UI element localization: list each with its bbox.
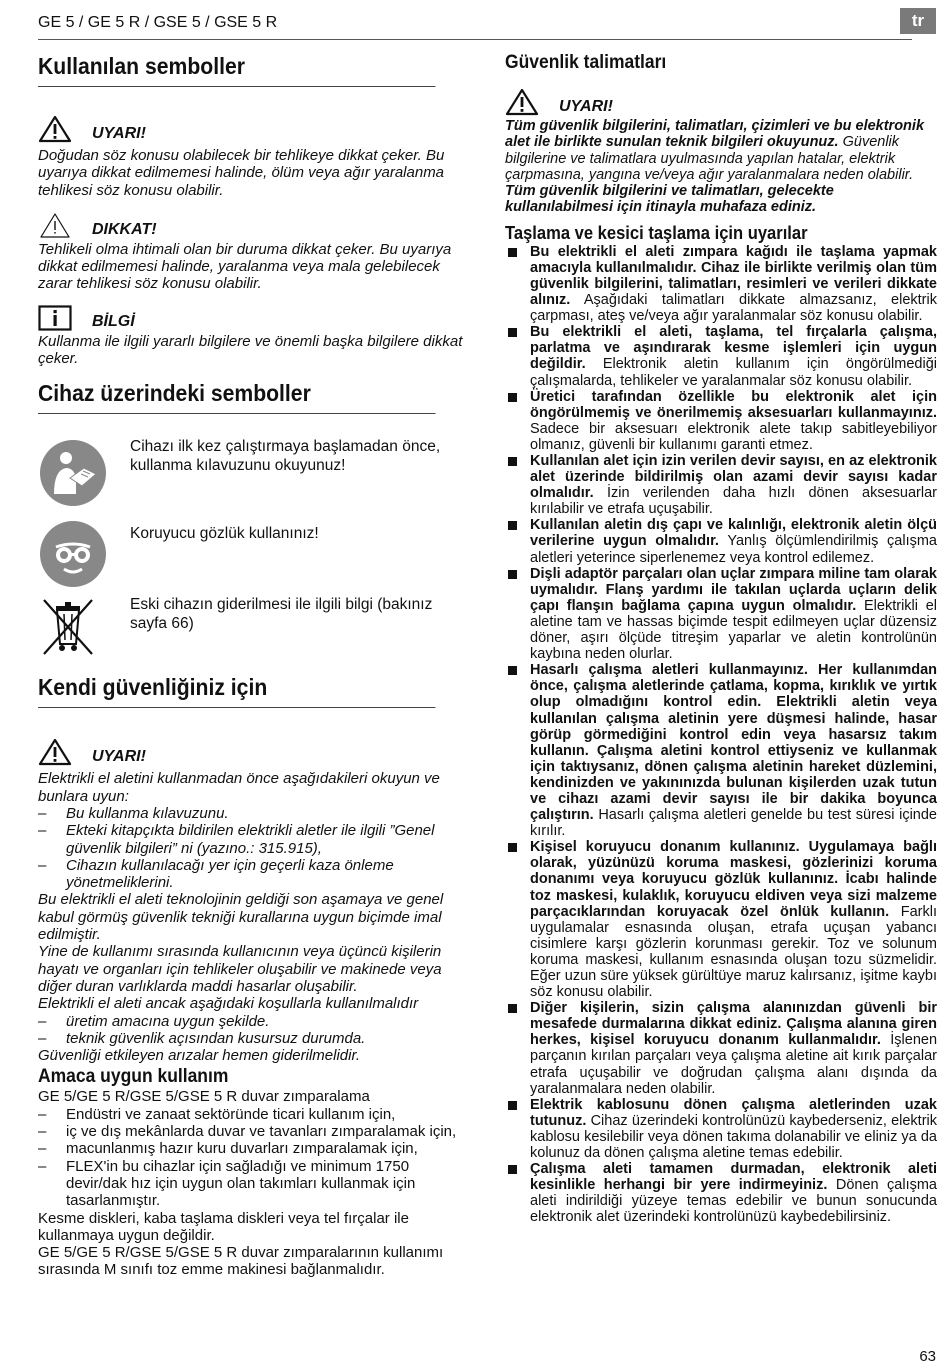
read-manual-icon bbox=[38, 438, 108, 508]
right-warning-text: Tüm güvenlik bilgilerini, talimatları, çizimleri ve bu elektronik alet ile birlikte sunulan teknik bilgileri okuyunuz. Güvenlik bilgilerine ve talimatlara uyulmasında yapılan hatalar, elektrik çarpmasına, yangına ve/veya ağır yaralanmalara neden olabilir. Tüm güvenlik bilgilerini ve talimatları, gelecekte kullanılabilmesi için itinayla muhafaza ediniz. bbox=[505, 118, 925, 216]
condition-list-item: – üretim amacına uygun şekilde. bbox=[38, 1012, 270, 1030]
info-box-icon bbox=[38, 305, 72, 331]
safety-list-item: – Cihazın kullanılacağı yer için geçerli kaza önleme yönetmeliklerini. bbox=[38, 856, 394, 892]
usage-list-item: – iç ve dış mekânlarda duvar ve tavanları zımparalamak için, bbox=[38, 1123, 457, 1141]
safety-goggles-icon bbox=[38, 519, 108, 589]
info-text: Kullanma ile ilgili yararlı bilgilere ve önemli başka bilgilere dikkat çeker. bbox=[38, 332, 463, 368]
warning-bullet-item: Dişli adaptör parçaları olan uçlar zımpara miline tam olarak uymalıdır. Flanş yardımı ile takılan uçlarda uçların delik çapı flanşın bağlama çapına uygun olmalıdır. Elektrikli el aletine tam ve hassas biçimde tespit edilmeyen uçlar düzensiz döner, aşırı ölçüde titreşim yaparlar ve aletin kontrolünün kaybına neden olurlar. bbox=[505, 566, 937, 663]
page-number: 63 bbox=[919, 1348, 936, 1365]
caution-triangle-icon bbox=[38, 211, 72, 239]
symbol-read-manual bbox=[38, 438, 470, 513]
right-column bbox=[505, 52, 937, 1226]
bullet-square-icon bbox=[508, 1165, 517, 1174]
safety-paragraph: Bu elektrikli el aleti teknolojinin geldiği son aşamaya ve genel kabul görmüş güvenlik tekniği kurallarına uygun biçimde imal edilmiştir. bbox=[38, 891, 444, 944]
condition-list-item: – teknik güvenlik açısından kusursuz durumda. bbox=[38, 1029, 366, 1047]
bullet-square-icon bbox=[508, 843, 517, 852]
bullet-square-icon bbox=[508, 570, 517, 579]
intended-use-title: Amaca uygun kullanım bbox=[38, 1066, 229, 1088]
crossed-bin-icon bbox=[38, 596, 98, 658]
warning-label: UYARI! bbox=[92, 125, 146, 142]
right-warning-signal bbox=[505, 88, 937, 116]
warning-bullet-item: Üretici tarafından özellikle bu elektronik alet için öngörülmemiş ve önerilmemiş aksesuarları kullanmayınız. Sadece bir aksesuarı elektronik alete takıp sabitleyebiliyor olmanız, güvenli bir kullanımı garanti etmez. bbox=[505, 389, 937, 453]
safety-warning-label: UYARI! bbox=[92, 748, 146, 766]
warning-bullet-item: Kullanılan alet için izin verilen devir sayısı, en az elektronik alet üzerinde bildirilmiş olan azami devir sayısı kadar olmalıdır. İzin verilenden daha hızlı dönen aksesuarlar kırılabilir ve etrafa uçuşabilir. bbox=[505, 453, 937, 517]
symbol-disposal-text: Eski cihazın giderilmesi ile ilgili bilgi (bakınız sayfa 66) bbox=[130, 596, 433, 632]
symbols-title: Kullanılan semboller bbox=[38, 52, 435, 87]
right-warning-label: UYARI! bbox=[559, 98, 613, 115]
info-label: BİLGİ bbox=[92, 312, 135, 330]
symbol-read-manual-text: Cihazı ilk kez çalıştırmaya başlamadan önce, kullanma kılavuzunu okuyunuz! bbox=[130, 438, 441, 474]
safety-paragraph: Yine de kullanımı sırasında kullanıcının veya üçüncü kişilerin hayatı ve organları için tehlikeler oluşabilir ve makinede veya diğer duran varlıklarda maddi hasarlar oluşabilir. bbox=[38, 943, 442, 995]
warning-bullet-item: Kullanılan aletin dış çapı ve kalınlığı, elektronik aletin ölçü verilerine uygun olmalıdır. Yanlış ölçümlendirilmiş çalışma aletleri yeterince siperlenemez veya kontrol edilemez. bbox=[505, 517, 937, 565]
bullet-square-icon bbox=[508, 457, 517, 466]
warning-triangle-icon bbox=[505, 88, 539, 116]
own-safety-title: Kendi güvenliğiniz için bbox=[38, 673, 435, 708]
bullet-square-icon bbox=[508, 393, 517, 402]
caution-signal bbox=[38, 211, 470, 239]
usage-intro: GE 5/GE 5 R/GSE 5/GSE 5 R duvar zımparalama bbox=[38, 1088, 370, 1106]
bullet-square-icon bbox=[508, 1101, 517, 1110]
info-signal bbox=[38, 305, 470, 331]
caution-label: DIKKAT! bbox=[92, 220, 157, 238]
warning-bullet-item: Diğer kişilerin, sizin çalışma alanınızdan güvenli bir mesafede durmalarına dikkat ediniz. Çalışma alanına giren herkes, kişisel koruyucu donanım kullanmalıdır. İşlenen parçanın kırılan parçaları veya çalışma aletine ait kırık parçalar etrafa uçuşabilir ve doğrudan çalışma alanı dışında da yaralanmalara neden olabilir. bbox=[505, 1000, 937, 1097]
usage-paragraph: Kesme diskleri, kaba taşlama diskleri veya tel fırçalar ile kullanmaya uygun değildir. bbox=[38, 1209, 409, 1244]
safety-list-item: – Bu kullanma kılavuzunu. bbox=[38, 804, 229, 822]
bullet-square-icon bbox=[508, 328, 517, 337]
safety-intro: Elektrikli el aletini kullanmadan önce aşağıdakileri okuyun ve bunlara uyun: bbox=[38, 770, 440, 805]
bullet-square-icon bbox=[508, 1004, 517, 1013]
warning-bullet-item: Kişisel koruyucu donanım kullanınız. Uygulamaya bağlı olarak, yüzünüzü koruma maskesi, gözlerinizi koruma donanımı veya koruyucu gözlük kullanınız. İcabı halinde toz maskesi, kulaklık, koruyucu eldiven veya sizi malzeme parçacıklarından koruyacak özel önlük kullanın. Farklı uygulamalar esnasında oluşan, etrafa uçuşan yabancı cisimlere karşı gözlerin korunması gerekir. Toz ve solunum koruma maskesi, kullanım esnasında oluşan tozu süzmelidir. Eğer uzun süre yüksek gürültüye maruz kalırsanız, işitme kaybı söz konusu olabilir. bbox=[505, 839, 937, 1000]
grinding-warnings-list bbox=[505, 244, 937, 1226]
safety-instructions-title: Güvenlik talimatları bbox=[505, 52, 667, 73]
warning-bullet-item: Elektrik kablosunu dönen çalışma aletlerinden uzak tutunuz. Cihaz üzerindeki kontrolünüzü kaybederseniz, elektrik kablosu kesilebilir veya dönen takıma dolanabilir ve eliniz ya da kolunuz da dönen çalışma aletine temas edebilir. bbox=[505, 1097, 937, 1161]
left-column bbox=[38, 52, 470, 1279]
warning-bullet-item: Hasarlı çalışma aletleri kullanmayınız. Her kullanımdan önce, çalışma aletlerinde çatlama, kopma, kırıklık ve yırtık olup olmadığını kontrol edin. Elektrikli aletin veya kullanılan çalışma aletinin yere düşmesi halinde, hasar görüp görmediğini kontrol edin veya hasarsız takım kullanın. Çalışma aletini kontrol ettiyseniz ve kullanmak için taktıysanız, dönen çalışma aletinin hareket düzlemini, kendinizden ve yakınınızda bulunan kişilerden uzak tutun ve cihazı azami devir sayısı ile bir dakika boyunca çalıştırın. Hasarlı çalışma aletleri genelde bu test süresi içinde kırılır. bbox=[505, 662, 937, 839]
warning-bullet-item: Bu elektrikli el aleti zımpara kağıdı ile taşlama yapmak amacıyla kullanılmalıdır. Cihaz ile birlikte verilmiş olan tüm güvenlik bilgilerini, talimatları, resimleri ve verileri dikkate alınız. Aşağıdaki talimatları dikkate almazsanız, elektrik çarpması, ateş ve/veya ağır yaralanmalar söz konusu olabilir. bbox=[505, 244, 937, 324]
header-divider bbox=[38, 39, 912, 40]
warning-signal bbox=[38, 115, 470, 143]
language-badge: tr bbox=[900, 8, 936, 34]
usage-list-item: – FLEX'in bu cihazlar için sağladığı ve minimum 1750 devir/dak hız için uygun olan takımları kullanmak için tasarlanmıştır. bbox=[38, 1157, 416, 1210]
device-symbols-title: Cihaz üzerindeki semboller bbox=[38, 379, 435, 414]
bullet-square-icon bbox=[508, 666, 517, 675]
grinding-warnings-title: Taşlama ve kesici taşlama için uyarılar bbox=[505, 222, 808, 243]
symbol-disposal bbox=[38, 596, 470, 663]
warning-bullet-item: Çalışma aleti tamamen durmadan, elektronik aleti kesinlikle herhangi bir yere indirmeyiniz. Dönen çalışma aleti indirildiği yüzeye temas edebilir ve bunun sonucunda elektronik alet üzerindeki kontrolünüzü kaybedebilirsiniz. bbox=[505, 1161, 937, 1225]
safety-paragraph: Elektrikli el aleti ancak aşağıdaki koşullarla kullanılmalıdır bbox=[38, 995, 419, 1013]
usage-paragraph: GE 5/GE 5 R/GSE 5/GSE 5 R duvar zımparalarının kullanımı sırasında M sınıfı toz emme makinesi bağlanmalıdır. bbox=[38, 1244, 444, 1279]
warning-triangle-icon bbox=[38, 738, 72, 766]
caution-text: Tehlikeli olma ihtimali olan bir duruma dikkat çeker. Bu uyarıya dikkat edilmemesi halinde, yaralanma veya mala gelebilecek zarar tehlikesi söz konusu olabilir. bbox=[38, 240, 452, 293]
usage-list-item: – Endüstri ve zanaat sektöründe ticari kullanım için, bbox=[38, 1105, 396, 1123]
safety-warning-signal bbox=[38, 738, 470, 766]
header-model: GE 5 / GE 5 R / GSE 5 / GSE 5 R bbox=[38, 14, 278, 31]
symbol-goggles bbox=[38, 519, 470, 594]
usage-list-item: – macunlanmış hazır kuru duvarları zımparalamak için, bbox=[38, 1140, 418, 1158]
safety-list-item: – Ekteki kitapçıkta bildirilen elektrikli aletler ile ilgili ”Genel güvenlik bilgileri” ni (yazıno.: 315.915), bbox=[38, 822, 435, 857]
symbol-goggles-text: Koruyucu gözlük kullanınız! bbox=[130, 525, 319, 543]
bullet-square-icon bbox=[508, 248, 517, 257]
warning-text: Doğudan söz konusu olabilecek bir tehlikeye dikkat çeker. Bu uyarıya dikkat edilmemesi halinde, ölüm veya ağır yaralanma tehlikesi söz konusu olabilir. bbox=[38, 147, 445, 199]
warning-triangle-icon bbox=[38, 115, 72, 143]
safety-paragraph: Güvenliği etkileyen arızalar hemen giderilmelidir. bbox=[38, 1047, 361, 1065]
warning-bullet-item: Bu elektrikli el aleti, taşlama, tel fırçalarla çalışma, parlatma ve aşındırarak kesme işlemleri için uygun değildir. Elektronik aletin kullanım için öngörülmediği çalışmalarda, tehlikeler ve yaralanmalar söz konusu olabilir. bbox=[505, 324, 937, 388]
bullet-square-icon bbox=[508, 521, 517, 530]
